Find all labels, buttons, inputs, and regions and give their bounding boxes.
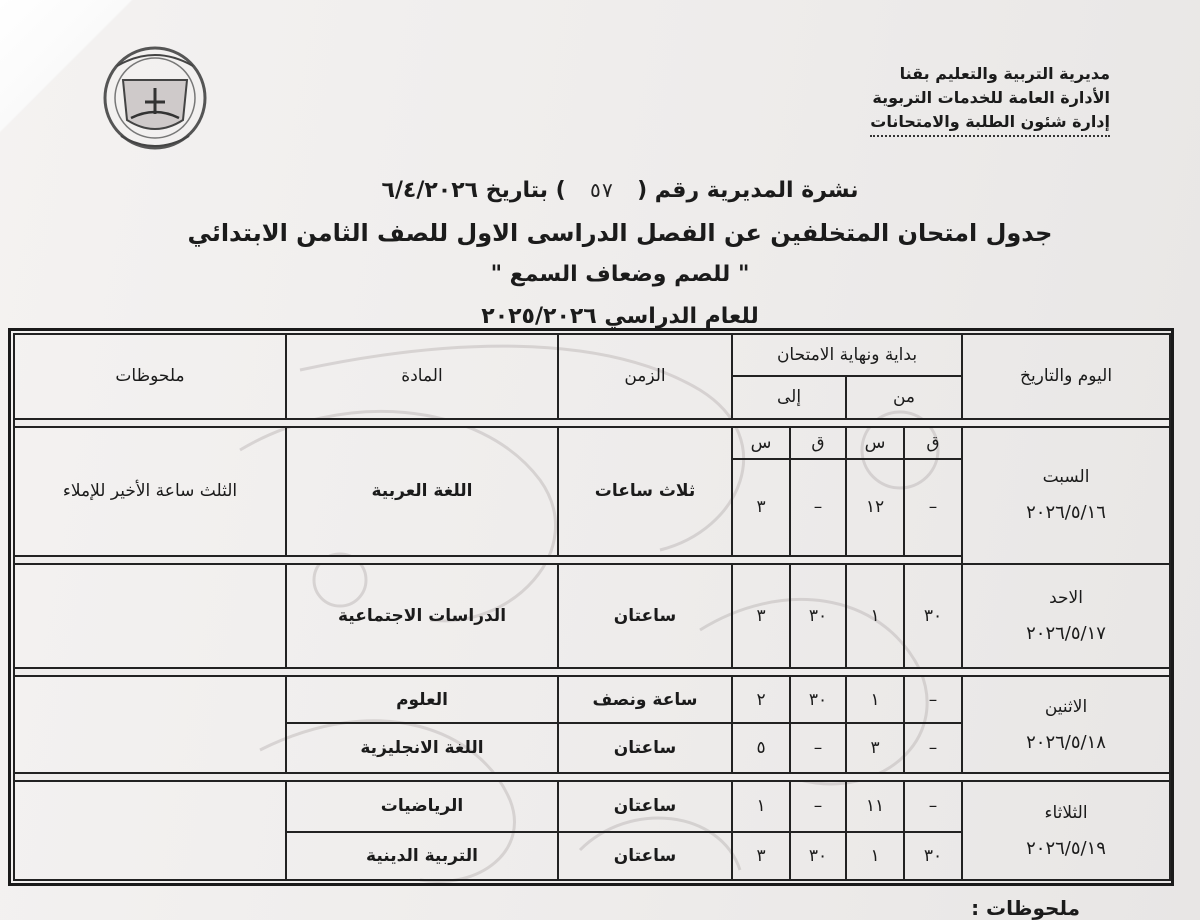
schedule-title: جدول امتحان المتخلفين عن الفصل الدراسى الاول للصف الثامن الابتدائي: [187, 219, 1053, 247]
note-cell: [14, 676, 286, 773]
header-day-date: اليوم والتاريخ: [962, 334, 1170, 419]
notes-footer-label: ملحوظات :: [971, 896, 1080, 920]
to-minute: –: [790, 781, 846, 831]
to-minute: ٣٠: [790, 676, 846, 722]
directorate-seal-icon: [95, 40, 215, 160]
note-cell: [14, 564, 286, 669]
schedule-table-frame: [8, 328, 1174, 886]
to-minute: ٣٠: [790, 832, 846, 880]
day-cell-sunday: [962, 564, 1170, 669]
note-cell: [14, 781, 286, 880]
bulletin-suffix: ) بتاريخ ٦/٤/٢٠٢٦: [381, 178, 566, 203]
from-hour: ١: [846, 564, 904, 669]
unit-to-minute: ق: [790, 427, 846, 459]
academic-year-line: للعام الدراسي ٢٠٢٥/٢٠٢٦: [481, 304, 759, 329]
note-cell: الثلث ساعة الأخير للإملاء: [14, 427, 286, 556]
day-cell-saturday: [962, 427, 1170, 564]
exam-schedule-table: [13, 333, 1171, 881]
header-spacer: [14, 419, 1170, 427]
issuing-authority-block: [780, 62, 1110, 137]
from-hour: ١١: [846, 781, 904, 831]
day-name: الاحد: [1049, 588, 1083, 608]
authority-line-directorate: مديرية التربية والتعليم بقنا: [899, 64, 1110, 83]
audience-line: " للصم وضعاف السمع ": [490, 262, 750, 287]
duration-cell: ساعتان: [558, 781, 732, 831]
header-from: من: [846, 376, 962, 418]
day-name: السبت: [1042, 467, 1090, 488]
from-minute: –: [904, 459, 962, 556]
table-row: [14, 781, 1170, 831]
day-date: ٢٠٢٦/٥/١٨: [1026, 731, 1106, 753]
from-hour: ١: [846, 676, 904, 722]
to-hour: ٣: [732, 832, 790, 880]
row-spacer: [14, 773, 1170, 781]
from-hour: ٣: [846, 723, 904, 773]
from-minute: –: [904, 781, 962, 831]
to-hour: ٥: [732, 723, 790, 773]
table-row: [14, 676, 1170, 722]
day-date: ٢٠٢٦/٥/١٩: [1026, 837, 1106, 859]
bulletin-line: [140, 170, 1100, 211]
from-minute: ٣٠: [904, 564, 962, 669]
header-subject: المادة: [286, 334, 558, 419]
day-name: الاثنين: [1044, 696, 1088, 717]
to-minute: –: [790, 723, 846, 773]
subject-cell: الرياضيات: [286, 781, 558, 831]
duration-cell: ساعتان: [558, 723, 732, 773]
from-minute: –: [904, 676, 962, 722]
from-hour: ١: [846, 832, 904, 880]
table-row: [14, 564, 1170, 669]
bulletin-number: ٥٧: [589, 178, 614, 202]
bulletin-prefix: نشرة المديرية رقم (: [637, 178, 859, 203]
to-hour: ١: [732, 781, 790, 831]
day-cell-tuesday: [962, 781, 1170, 880]
header-to: إلى: [732, 376, 846, 418]
day-name: الثلاثاء: [1044, 802, 1088, 823]
authority-line-affairs: إدارة شئون الطلبة والامتحانات: [870, 110, 1110, 137]
header-notes: ملحوظات: [14, 334, 286, 419]
subject-cell: التربية الدينية: [286, 832, 558, 880]
document-titles: [140, 170, 1100, 339]
from-minute: –: [904, 723, 962, 773]
authority-line-general-admin: الأدارة العامة للخدمات التربوية: [872, 88, 1110, 107]
day-date: ٢٠٢٦/٥/١٦: [1026, 502, 1106, 524]
day-date: ٢٠٢٦/٥/١٧: [1026, 623, 1106, 644]
to-minute: –: [790, 459, 846, 556]
to-hour: ٣: [732, 459, 790, 556]
duration-cell: ساعتان: [558, 564, 732, 669]
from-hour: ١٢: [846, 459, 904, 556]
header-exam-span: بداية ونهاية الامتحان: [732, 334, 962, 376]
unit-from-minute: ق: [904, 427, 962, 459]
duration-cell: ساعة ونصف: [558, 676, 732, 722]
subject-cell: اللغة العربية: [286, 427, 558, 556]
subject-cell: اللغة الانجليزية: [286, 723, 558, 773]
to-hour: ٢: [732, 676, 790, 722]
to-hour: ٣: [732, 564, 790, 669]
duration-cell: ساعتان: [558, 832, 732, 880]
header-row-1: [14, 334, 1170, 376]
unit-to-hour: س: [732, 427, 790, 459]
day-cell-monday: [962, 676, 1170, 773]
to-minute: ٣٠: [790, 564, 846, 669]
unit-from-hour: س: [846, 427, 904, 459]
header-duration: الزمن: [558, 334, 732, 419]
from-minute: ٣٠: [904, 832, 962, 880]
duration-cell: ثلاث ساعات: [558, 427, 732, 556]
subject-cell: الدراسات الاجتماعية: [286, 564, 558, 669]
subject-cell: العلوم: [286, 676, 558, 722]
row-spacer: [14, 668, 1170, 676]
unit-row: [14, 427, 1170, 459]
